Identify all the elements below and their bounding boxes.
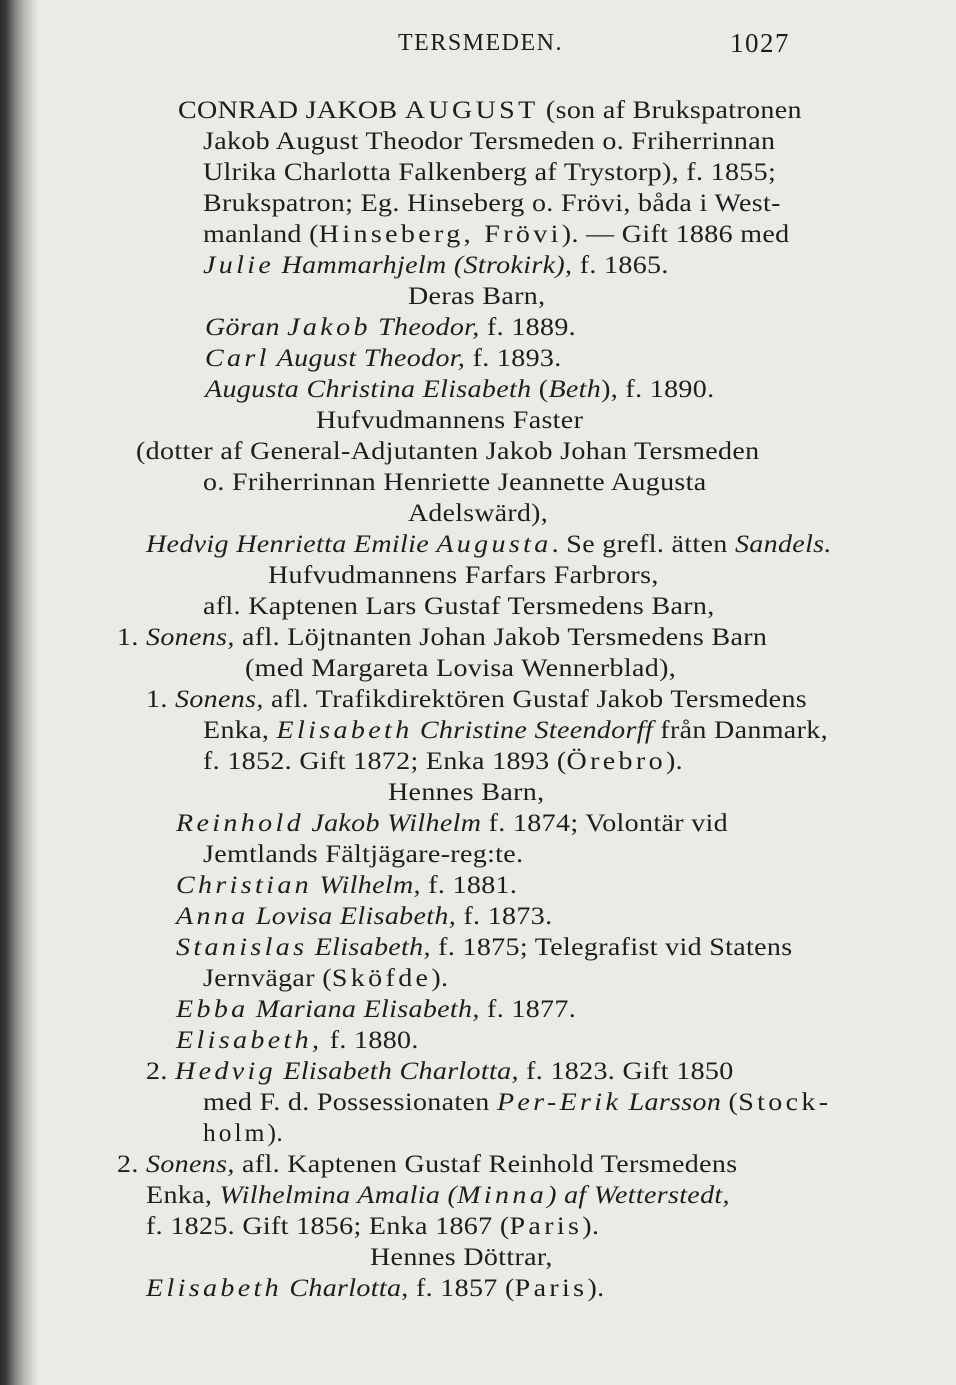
- body-text: ).: [582, 1213, 600, 1240]
- text-line: [203, 127, 836, 157]
- line-content: [203, 747, 683, 777]
- line-content: [176, 1026, 419, 1056]
- body-text: Jemtlands Fältjägare-reg:te.: [203, 841, 524, 868]
- italic-name-text: Per-Erik: [496, 1089, 622, 1116]
- body-text: ).: [267, 1120, 284, 1147]
- body-text: Enka,: [146, 1182, 220, 1209]
- line-content: [316, 406, 583, 436]
- line-content: [203, 1119, 283, 1149]
- text-line: [203, 716, 836, 746]
- text-line: [146, 530, 836, 560]
- line-content: [203, 840, 523, 870]
- body-text: f. 1873.: [456, 903, 553, 930]
- line-content: [268, 561, 659, 591]
- line-content: [203, 592, 715, 622]
- body-text: f. 1889.: [479, 314, 576, 341]
- body-text: f. 1880.: [322, 1027, 419, 1054]
- body-text: 1.: [117, 624, 147, 651]
- text-line: [146, 1057, 836, 1087]
- body-text: Jernvägar (: [203, 965, 332, 992]
- text-line: [176, 1026, 438, 1056]
- text-line: [146, 685, 836, 715]
- body-text: manland (: [203, 221, 319, 248]
- line-content: [146, 1212, 599, 1242]
- text-line: [408, 282, 548, 312]
- body-text: från Danmark,: [652, 717, 828, 744]
- body-text: Hennes Döttrar,: [370, 1244, 553, 1271]
- text-line: [203, 964, 463, 994]
- italic-name-text: Mariana Elisabeth,: [248, 996, 480, 1023]
- italic-name-text: Elisabeth,: [307, 934, 431, 961]
- italic-name-text: Charlotta,: [282, 1275, 409, 1302]
- body-text: Hufvudmannens Farfars Farbrors,: [268, 562, 659, 589]
- line-content: [203, 964, 448, 994]
- body-text: Stock-: [738, 1089, 832, 1116]
- line-content: [117, 623, 767, 653]
- italic-name-text: Augusta Christina Elisabeth: [205, 376, 532, 403]
- text-line: [203, 189, 836, 219]
- body-text: . Se grefl. ätten: [551, 531, 735, 558]
- page-number: 1027: [730, 28, 790, 58]
- body-text: Enka,: [203, 717, 277, 744]
- line-content: [178, 96, 802, 126]
- body-text: Örebro: [566, 748, 666, 775]
- text-line: [205, 344, 600, 374]
- body-text: f. 1874; Volontär vid: [481, 810, 729, 837]
- text-line: [176, 995, 601, 1025]
- text-line: [370, 1243, 560, 1273]
- body-text: Brukspatron; Eg. Hinseberg o. Frövi, båda i West-: [203, 190, 781, 217]
- text-line: [203, 251, 723, 281]
- italic-name-text: Jakob: [287, 314, 371, 341]
- body-text: AUGUST: [404, 97, 539, 124]
- body-text: (dotter af General-Adjutanten Jakob Johan Tersmeden: [136, 438, 760, 465]
- italic-name-text: Elisabeth: [276, 717, 413, 744]
- body-text: afl. Kaptenen Lars Gustaf Tersmedens Barn,: [203, 593, 715, 620]
- line-content: [203, 189, 781, 219]
- italic-name-text: Hedvig Henrietta Emilie: [146, 531, 437, 558]
- line-content: [176, 933, 793, 963]
- line-content: [408, 499, 548, 529]
- text-line: [205, 375, 770, 405]
- italic-name-text: Minna: [457, 1182, 548, 1209]
- line-content: [146, 685, 807, 715]
- body-text: ).: [665, 748, 683, 775]
- body-text: f. 1881.: [420, 872, 518, 899]
- line-content: [176, 871, 517, 901]
- body-text: Hinseberg, Frövi: [318, 221, 562, 248]
- text-line: [203, 1119, 283, 1149]
- body-text: Hufvudmannens Faster: [316, 407, 584, 434]
- text-line: [205, 313, 605, 343]
- line-content: [370, 1243, 553, 1273]
- body-text: holm: [203, 1120, 268, 1147]
- body-text: f. 1877.: [479, 996, 577, 1023]
- body-text: (med Margareta Lovisa Wennerblad),: [245, 655, 677, 682]
- line-content: [176, 902, 552, 932]
- italic-name-text: Larsson: [621, 1089, 722, 1116]
- text-line: [203, 747, 718, 777]
- body-text: ).: [431, 965, 449, 992]
- italic-name-text: Hedvig: [175, 1058, 277, 1085]
- line-content: [176, 809, 728, 839]
- body-text: med F. d. Possessionaten: [203, 1089, 497, 1116]
- running-title: TERSMEDEN.: [398, 30, 563, 56]
- body-text: 2.: [117, 1151, 147, 1178]
- text-line: [203, 1088, 836, 1118]
- text-line: [408, 499, 548, 529]
- line-content: [388, 778, 544, 808]
- body-text: f. 1893.: [465, 345, 562, 372]
- body-text: 2.: [146, 1058, 176, 1085]
- line-content: [176, 995, 576, 1025]
- line-content: [203, 716, 828, 746]
- text-line: [203, 840, 543, 870]
- text-line: [176, 933, 836, 963]
- body-text: 1.: [146, 686, 176, 713]
- body-text: ).: [587, 1275, 605, 1302]
- body-text: f. 1857 (: [408, 1275, 515, 1302]
- text-line: [268, 561, 686, 591]
- body-text: Paris: [514, 1275, 588, 1302]
- italic-name-text: Reinhold: [176, 810, 304, 837]
- text-line: [117, 623, 836, 653]
- body-text: Sköfde: [331, 965, 432, 992]
- line-content: [203, 220, 789, 250]
- italic-name-text: Sonens,: [175, 686, 264, 713]
- line-content: [146, 1181, 730, 1211]
- line-content: [117, 1150, 737, 1180]
- italic-name-text: Elisabeth: [146, 1275, 283, 1302]
- italic-name-text: Carl: [205, 345, 270, 372]
- line-content: [203, 468, 707, 498]
- body-text: Adelswärd),: [408, 500, 549, 527]
- body-text: f. 1875; Telegrafist vid Statens: [430, 934, 793, 961]
- body-text: f. 1865.: [572, 252, 669, 279]
- line-content: [203, 1088, 831, 1118]
- text-line: [146, 1212, 666, 1242]
- italic-name-text: Jakob Wilhelm: [303, 810, 482, 837]
- body-text: f. 1825. Gift 1856; Enka 1867 (: [146, 1213, 510, 1240]
- body-text: afl. Löjtnanten Johan Jakob Tersmedens Barn: [234, 624, 768, 651]
- line-content: [245, 654, 676, 684]
- text-line: [136, 437, 836, 467]
- line-content: [203, 127, 775, 157]
- italic-name-text: Stanislas: [176, 934, 308, 961]
- line-content: [205, 375, 714, 405]
- body-text: (: [721, 1089, 739, 1116]
- italic-name-text: Wilhelm,: [312, 872, 421, 899]
- body-text: Paris: [509, 1213, 583, 1240]
- line-content: [408, 282, 545, 312]
- italic-name-text: Beth: [548, 376, 602, 403]
- line-content: [136, 437, 759, 467]
- italic-name-text: ) af Wetterstedt,: [547, 1182, 730, 1209]
- body-text: CONRAD JAKOB: [178, 97, 405, 124]
- text-line: [203, 158, 836, 188]
- italic-name-text: Sonens,: [146, 1151, 235, 1178]
- body-text: Hennes Barn,: [388, 779, 545, 806]
- line-content: [205, 344, 562, 374]
- italic-name-text: Elisabeth Charlotta,: [276, 1058, 519, 1085]
- text-line: [178, 96, 836, 126]
- text-line: [203, 220, 836, 250]
- italic-name-text: Lovisa Elisabeth,: [248, 903, 457, 930]
- text-line: [176, 871, 546, 901]
- line-content: [203, 158, 776, 188]
- body-text: ). — Gift 1886 med: [561, 221, 790, 248]
- text-line: [117, 1150, 836, 1180]
- line-content: [205, 313, 576, 343]
- body-text: (son af Brukspatronen: [538, 97, 802, 124]
- italic-name-text: Augusta: [436, 531, 552, 558]
- text-line: [388, 778, 558, 808]
- line-content: [146, 530, 832, 560]
- italic-name-text: Hammarhjelm (Strokirk),: [274, 252, 573, 279]
- body-text: afl. Kaptenen Gustaf Reinhold Tersmedens: [234, 1151, 738, 1178]
- body-text: f. 1823. Gift 1850: [518, 1058, 734, 1085]
- italic-name-text: August Theodor,: [269, 345, 466, 372]
- text-line: [176, 809, 830, 839]
- text-line: [203, 468, 755, 498]
- italic-name-text: Julie: [203, 252, 275, 279]
- italic-name-text: Christian: [176, 872, 313, 899]
- line-content: [203, 251, 669, 281]
- italic-name-text: Sandels.: [734, 531, 832, 558]
- body-text: ), f. 1890.: [601, 376, 715, 403]
- line-content: [146, 1057, 734, 1087]
- body-text: (: [531, 376, 549, 403]
- italic-name-text: Anna: [176, 903, 249, 930]
- text-line: [203, 592, 755, 622]
- text-line: [316, 406, 616, 436]
- body-text: Ulrika Charlotta Falkenberg af Trystorp), f. 1855;: [203, 159, 777, 186]
- italic-name-text: Elisabeth,: [176, 1027, 323, 1054]
- body-text: afl. Trafikdirektören Gustaf Jakob Tersmedens: [263, 686, 808, 713]
- text-line: [245, 654, 700, 684]
- body-text: Deras Barn,: [408, 283, 546, 310]
- italic-name-text: Ebba: [176, 996, 249, 1023]
- italic-name-text: Sonens,: [146, 624, 235, 651]
- italic-name-text: Wilhelmina Amalia (: [219, 1182, 458, 1209]
- italic-name-text: Göran: [205, 314, 288, 341]
- italic-name-text: Christine Steendorff: [412, 717, 653, 744]
- italic-name-text: Theodor,: [370, 314, 480, 341]
- text-line: [146, 1274, 641, 1304]
- text-line: [176, 902, 581, 932]
- line-content: [146, 1274, 604, 1304]
- body-text: Jakob August Theodor Tersmeden o. Friherrinnan: [203, 128, 776, 155]
- body-text: f. 1852. Gift 1872; Enka 1893 (: [203, 748, 567, 775]
- text-line: [146, 1181, 836, 1211]
- body-text: o. Friherrinnan Henriette Jeannette Augusta: [203, 469, 707, 496]
